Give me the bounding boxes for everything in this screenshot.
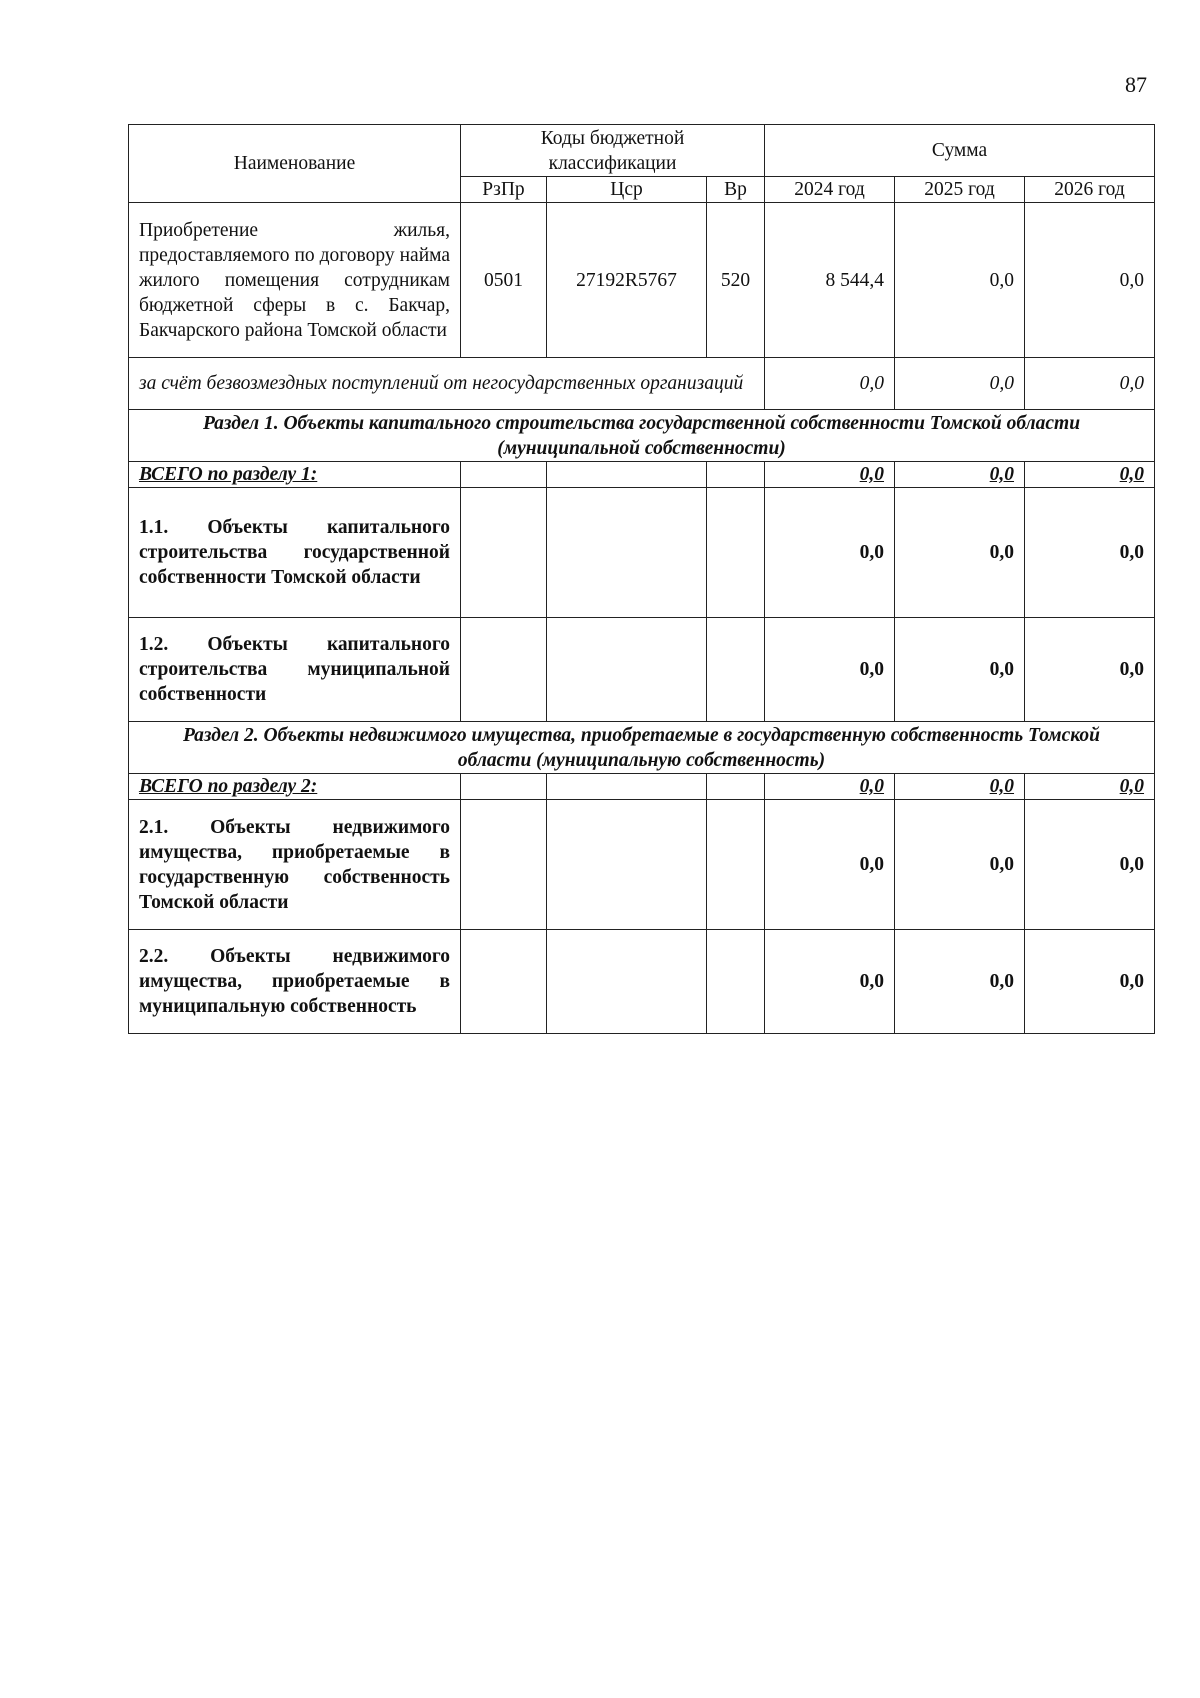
header-2025: 2025 год <box>895 177 1025 203</box>
section2-item-1 <box>129 800 1155 930</box>
empty-cell <box>547 488 707 618</box>
header-2026: 2026 год <box>1025 177 1155 203</box>
section2-item-1-name: 2.1. Объекты недвижимого имущества, приобретаемые в государственную собственность Томской области <box>129 800 461 930</box>
section1-item-2 <box>129 618 1155 722</box>
header-codes: Коды бюджетной классификации <box>461 125 765 177</box>
section1-item-1-2024: 0,0 <box>765 488 895 618</box>
section2-total-label: ВСЕГО по разделу 2: <box>129 774 461 800</box>
header-csr: Цср <box>547 177 707 203</box>
section2-item-2-name: 2.2. Объекты недвижимого имущества, приобретаемые в муниципальную собственность <box>129 930 461 1034</box>
section2-item-2-2025: 0,0 <box>895 930 1025 1034</box>
budget-table <box>128 124 1155 1034</box>
purchase-vr: 520 <box>707 203 765 358</box>
empty-cell <box>461 930 547 1034</box>
header-name: Наименование <box>129 125 461 203</box>
empty-cell <box>547 618 707 722</box>
section1-total-2024: 0,0 <box>765 462 895 488</box>
purchase-name: Приобретение жилья, предоставляемого по договору найма жилого помещения сотрудникам бюджетной сферы в с. Бакчар, Бакчарского района Томской области <box>129 203 461 358</box>
section1-title-row <box>129 410 1155 462</box>
empty-cell <box>707 488 765 618</box>
empty-cell <box>707 462 765 488</box>
table-row-purchase <box>129 203 1155 358</box>
section2-item-2-2024: 0,0 <box>765 930 895 1034</box>
empty-cell <box>461 462 547 488</box>
empty-cell <box>707 930 765 1034</box>
free-2024: 0,0 <box>765 358 895 410</box>
empty-cell <box>707 800 765 930</box>
section1-item-2-name: 1.2. Объекты капитального строительства муниципальной собственности <box>129 618 461 722</box>
section2-title-row <box>129 722 1155 774</box>
empty-cell <box>707 774 765 800</box>
empty-cell <box>461 774 547 800</box>
purchase-2026: 0,0 <box>1025 203 1155 358</box>
section1-item-1-name: 1.1. Объекты капитального строительства государственной собственности Томской области <box>129 488 461 618</box>
free-2025: 0,0 <box>895 358 1025 410</box>
header-vr: Вр <box>707 177 765 203</box>
section1-total-2025: 0,0 <box>895 462 1025 488</box>
section2-total-2024: 0,0 <box>765 774 895 800</box>
section1-item-1 <box>129 488 1155 618</box>
section2-total-2026: 0,0 <box>1025 774 1155 800</box>
empty-cell <box>461 618 547 722</box>
page-number: 87 <box>1125 72 1147 97</box>
section2-item-1-2026: 0,0 <box>1025 800 1155 930</box>
purchase-2024: 8 544,4 <box>765 203 895 358</box>
empty-cell <box>547 930 707 1034</box>
free-name: за счёт безвозмездных поступлений от негосударственных организаций <box>129 358 765 410</box>
section2-total-row <box>129 774 1155 800</box>
section1-total-label: ВСЕГО по разделу 1: <box>129 462 461 488</box>
section1-total-row <box>129 462 1155 488</box>
header-sum: Сумма <box>765 125 1155 177</box>
header-rzpr: РзПр <box>461 177 547 203</box>
header-row-1 <box>129 125 1155 177</box>
section1-item-1-2025: 0,0 <box>895 488 1025 618</box>
empty-cell <box>461 488 547 618</box>
header-2024: 2024 год <box>765 177 895 203</box>
section1-item-2-2024: 0,0 <box>765 618 895 722</box>
section2-item-1-2025: 0,0 <box>895 800 1025 930</box>
empty-cell <box>547 800 707 930</box>
purchase-csr: 27192R5767 <box>547 203 707 358</box>
section1-total-2026: 0,0 <box>1025 462 1155 488</box>
section2-item-2-2026: 0,0 <box>1025 930 1155 1034</box>
empty-cell <box>547 774 707 800</box>
empty-cell <box>461 800 547 930</box>
section2-item-1-2024: 0,0 <box>765 800 895 930</box>
section2-item-2 <box>129 930 1155 1034</box>
section1-item-1-2026: 0,0 <box>1025 488 1155 618</box>
empty-cell <box>707 618 765 722</box>
section1-item-2-2026: 0,0 <box>1025 618 1155 722</box>
section2-title: Раздел 2. Объекты недвижимого имущества, приобретаемые в государственную собственность Томской области (муниципальную собственность) <box>129 722 1155 774</box>
section2-total-2025: 0,0 <box>895 774 1025 800</box>
free-2026: 0,0 <box>1025 358 1155 410</box>
purchase-2025: 0,0 <box>895 203 1025 358</box>
table-row-free <box>129 358 1155 410</box>
purchase-rzpr: 0501 <box>461 203 547 358</box>
section1-title: Раздел 1. Объекты капитального строительства государственной собственности Томской области (муниципальной собственности) <box>129 410 1155 462</box>
section1-item-2-2025: 0,0 <box>895 618 1025 722</box>
empty-cell <box>547 462 707 488</box>
